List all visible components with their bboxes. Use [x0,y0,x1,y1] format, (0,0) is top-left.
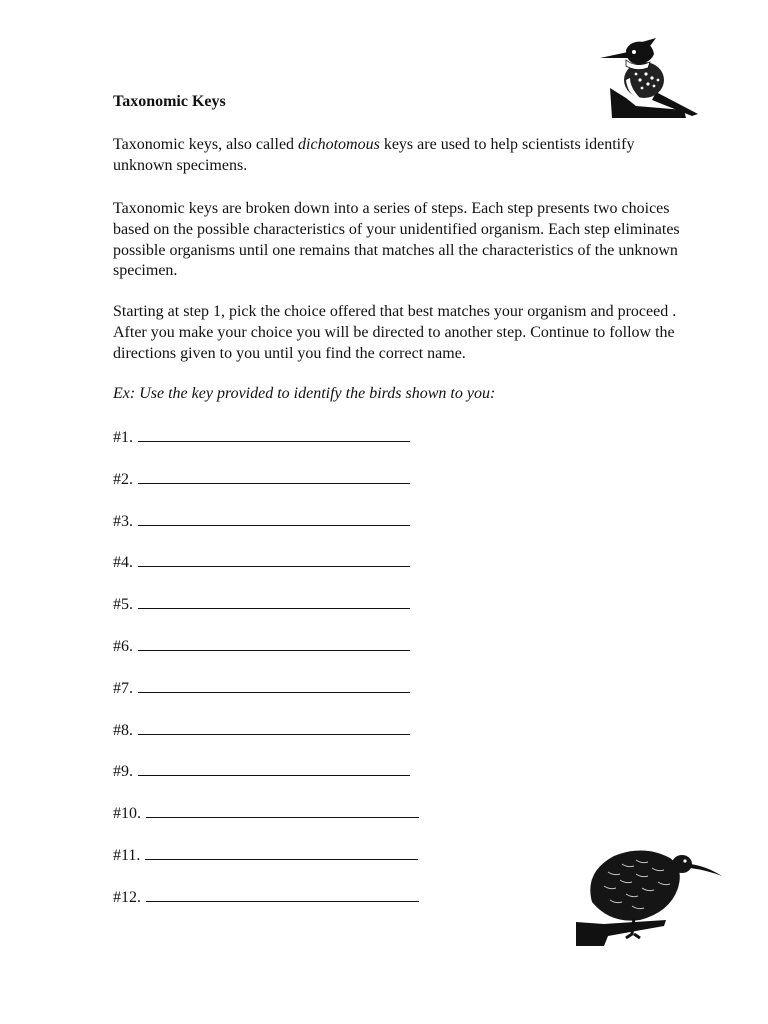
answer-number: #2. [113,470,133,488]
steps-paragraph: Taxonomic keys are broken down into a series of steps. Each step presents two choices based on the possible characteristics of your unidentified organism. Each step eliminates possible organisms until one remains that matches all the characteristics of the unknown specimen. [113,200,680,280]
answer-row [113,803,419,823]
answer-blank-line[interactable] [145,845,418,860]
answer-number: #10. [113,805,141,823]
answer-blank-line[interactable] [138,594,410,609]
answer-blank-line[interactable] [138,761,410,776]
answer-blank-line[interactable] [146,887,419,902]
answer-blank-line[interactable] [138,552,410,567]
answer-blank-line[interactable] [146,803,419,818]
instructions-paragraph: Starting at step 1, pick the choice offered that best matches your organism and proceed . After you make your choice you will be directed to another step. Continue to follow the directions given to you until you find the correct name. [113,303,677,362]
document-title: Taxonomic Keys [113,93,226,110]
answer-row [113,594,410,614]
intro-text-end: keys are used to help scientists identify unknown specimens. [113,136,635,174]
answer-blank-line[interactable] [138,511,410,526]
answer-number: #1. [113,429,133,446]
answer-row [113,678,410,698]
answer-number: #7. [113,679,133,697]
answer-row [113,511,410,531]
kingfisher-illustration [596,36,700,120]
answer-row [113,761,410,781]
answer-number: #6. [113,638,133,655]
answer-row [113,427,410,447]
answer-number: #8. [113,721,133,739]
answer-number: #9. [113,763,133,781]
example-instruction: Ex: Use the key provided to identify the birds shown to you: [113,385,496,402]
intro-paragraph [113,135,683,177]
intro-emphasis: dichotomous [298,136,380,153]
answer-blank-line[interactable] [138,636,410,651]
answer-number: #4. [113,554,133,572]
answer-blank-line[interactable] [138,469,410,484]
intro-text-start: Taxonomic keys, also called [113,136,299,153]
kiwi-illustration [574,842,724,950]
answer-number: #11. [113,847,141,864]
answer-row [113,845,418,865]
answer-row [113,636,410,656]
answer-number: #5. [113,596,133,614]
answer-blank-line[interactable] [138,720,410,735]
answer-row [113,552,410,572]
answer-row [113,887,419,907]
answer-blank-line[interactable] [138,678,410,693]
answer-row [113,720,410,740]
answer-row [113,469,410,489]
answer-number: #3. [113,512,133,530]
answer-blank-line[interactable] [138,427,410,442]
answer-number: #12. [113,888,141,906]
